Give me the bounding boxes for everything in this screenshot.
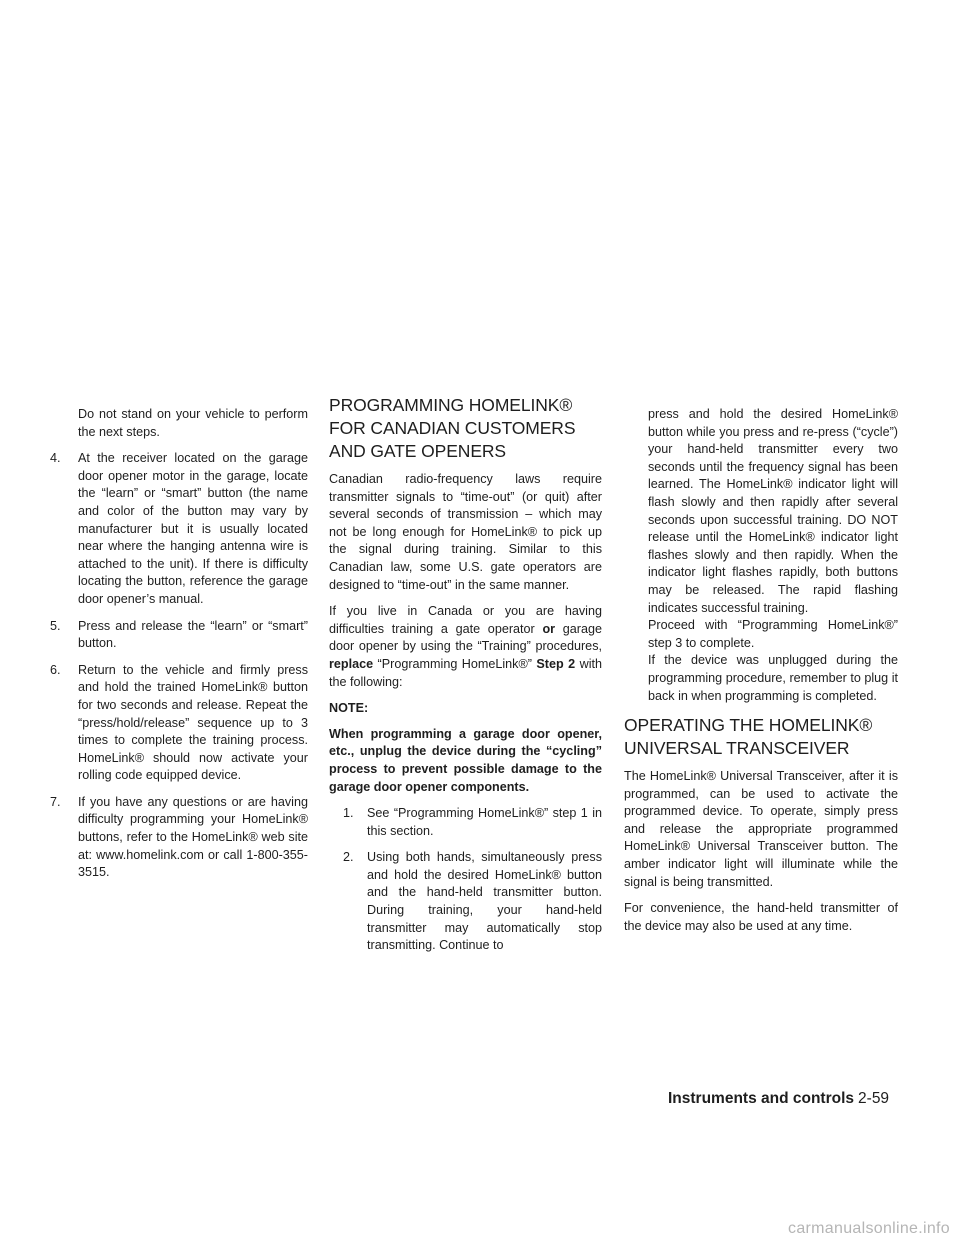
continuation-unplug: If the device was unplugged during the programming procedure, remember to plug it back in when programming is completed. xyxy=(648,653,898,703)
step-number: 1. xyxy=(343,806,354,821)
note-label: NOTE: xyxy=(329,701,369,716)
step-number: 7. xyxy=(50,794,61,809)
step-text: If you have any questions or are having difficulty programming your HomeLink® buttons, refer to the HomeLink® web site at: www.homelink.com or call 1-800-355-3515. xyxy=(78,794,308,880)
steps-list-b xyxy=(329,805,602,955)
column-right xyxy=(624,406,898,944)
footer-section-title: Instruments and controls xyxy=(668,1090,855,1107)
continuation-proceed: Proceed with “Programming HomeLink®” step 3 to complete. xyxy=(648,618,898,650)
section-heading-operating: OPERATING THE HOMELINK® UNIVERSAL TRANSCEIVER xyxy=(624,715,873,759)
steps-list-a xyxy=(50,450,308,882)
list-item xyxy=(50,794,308,882)
continuation-text: press and hold the desired HomeLink® button while you press and re-press (“cycle”) your hand-held transmitter every two seconds until the frequency signal has been learned. The HomeLink® indicator light will flash slowly and then rapidly after several seconds upon successful training. DO NOT release until the HomeLink® indicator light flashes slowly and then rapidly. When the indicator light flashes rapidly, both buttons may be released. The rapid flashing indicates successful training. xyxy=(648,407,898,615)
step-text: At the receiver located on the garage door opener motor in the garage, locate the “learn” or “smart” button (the name and color of the button may vary by manufacturer but it is usually located near where the hanging antenna wire is attached to the unit). If there is difficulty locating the button, reference the garage door opener’s manual. xyxy=(78,451,308,606)
text-run: If you live in Canada or you are having difficulties training a gate operator xyxy=(329,604,602,636)
bold-run: or xyxy=(542,621,556,636)
step-number: 4. xyxy=(50,451,61,466)
paragraph-radio-laws: Canadian radio-frequency laws require transmitter signals to “time-out” (or quit) after several seconds of transmission – which may not be long enough for HomeLink® to pick up the signal during training. Similar to this Canadian law, some U.S. gate operators are designed to “time-out” in the same manner. xyxy=(329,472,602,592)
step-text: Using both hands, simultaneously press and hold the desired HomeLink® button and the hand-held transmitter button. During training, your hand-held transmitter may automatically stop transmitting. Continue to xyxy=(367,850,602,953)
page-number: 2-59 xyxy=(858,1090,890,1107)
column-left xyxy=(50,406,308,891)
intro-text: Do not stand on your vehicle to perform the next steps. xyxy=(78,407,308,439)
watermark-text: carmanualsonline.info xyxy=(788,1220,950,1237)
column-middle xyxy=(329,394,602,964)
step-continuation xyxy=(624,406,898,705)
list-item xyxy=(329,805,602,840)
list-item xyxy=(329,849,602,955)
step-number: 5. xyxy=(50,618,61,633)
watermark-bar xyxy=(0,1218,960,1242)
bold-run: replace xyxy=(329,656,374,671)
list-item xyxy=(50,662,308,785)
list-item xyxy=(50,450,308,608)
step-number: 2. xyxy=(343,850,354,865)
text-run: “Programming HomeLink®” xyxy=(373,656,537,671)
page-footer xyxy=(668,1090,889,1108)
paragraph-convenience: For convenience, the hand-held transmitter of the device may also be used at any time. xyxy=(624,901,898,933)
step-text: See “Programming HomeLink®” step 1 in this section. xyxy=(367,806,602,838)
bold-run: Step 2 xyxy=(536,656,576,671)
step-text: Return to the vehicle and firmly press and hold the trained HomeLink® button for two seconds and release. Repeat the “press/hold/release” sequence up to 3 times to complete the training process. HomeLink® should now activate your rolling code equipped device. xyxy=(78,662,308,783)
paragraph-operating: The HomeLink® Universal Transceiver, after it is programmed, can be used to activate the programmed device. To operate, simply press and release the appropriate programmed HomeLink® Universal Transceiver button. The amber indicator light will illuminate while the signal is being transmitted. xyxy=(624,769,898,889)
step-number: 6. xyxy=(50,662,61,677)
section-heading-canadian: PROGRAMMING HOMELINK® FOR CANADIAN CUSTOMERS AND GATE OPENERS xyxy=(329,395,576,461)
text-run: with the following: xyxy=(329,656,602,689)
note-body: When programming a garage door opener, etc., unplug the device during the “cycling” process to prevent possible damage to the garage door opener components. xyxy=(329,726,602,794)
step-text: Press and release the “learn” or “smart” button. xyxy=(78,618,308,651)
list-item xyxy=(50,618,308,653)
text-run: garage door opener by using the “Training” procedures, xyxy=(329,621,602,654)
paragraph-replace-step xyxy=(329,603,602,691)
